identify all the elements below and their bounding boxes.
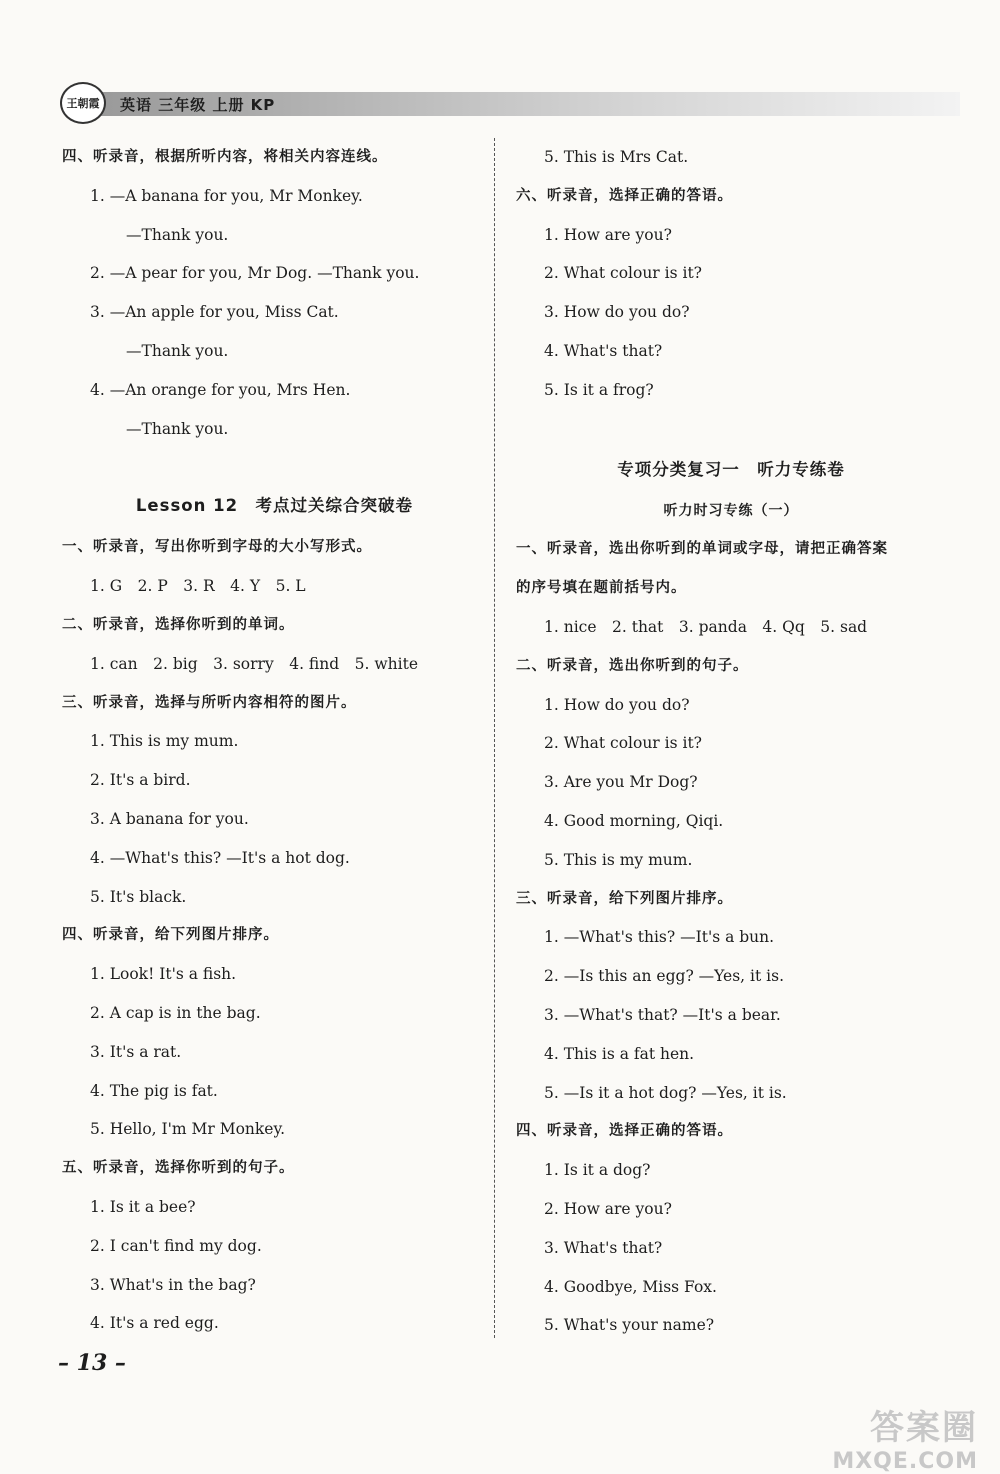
page-number: – 13 –	[58, 1350, 126, 1376]
section-heading: 四、听录音，给下列图片排序。	[62, 927, 279, 944]
section-heading: 六、听录音，选择正确的答语。	[516, 187, 733, 204]
list-item: 3. How do you do?	[544, 303, 690, 322]
list-item: 2. What colour is it?	[544, 734, 702, 753]
section-heading: 四、听录音，选择正确的答语。	[516, 1123, 733, 1140]
page-header	[60, 82, 960, 122]
list-item: 1. How do you do?	[544, 695, 690, 714]
list-item: 4. It's a red egg.	[90, 1314, 219, 1333]
list-item: 4. Goodbye, Miss Fox.	[544, 1277, 717, 1296]
left-column	[62, 138, 487, 1343]
list-item: 3. —An apple for you, Miss Cat.	[90, 303, 339, 322]
list-item: 1. Is it a bee?	[90, 1197, 196, 1216]
list-item: 1. —What's this? —It's a bun.	[544, 928, 775, 947]
list-item: 5. This is Mrs Cat.	[544, 148, 689, 166]
list-item-reply: —Thank you.	[126, 419, 229, 438]
list-item: 3. It's a rat.	[90, 1042, 182, 1061]
list-item: 1. How are you?	[544, 225, 672, 244]
spacer	[516, 410, 946, 448]
list-item: 2. It's a bird.	[90, 771, 191, 790]
list-item: 1. nice 2. that 3. panda 4. Qq 5. sad	[544, 617, 868, 636]
list-item-reply: —Thank you.	[126, 341, 229, 360]
list-item: 3. —What's that? —It's a bear.	[544, 1005, 781, 1024]
book-title: 英语 三年级 上册 KP	[120, 96, 276, 114]
paper-title: Lesson 12 考点过关综合突破卷	[135, 496, 414, 516]
section-heading: 一、听录音，写出你听到字母的大小写形式。	[62, 539, 372, 556]
list-item: 4. What's that?	[544, 341, 663, 360]
spacer	[62, 448, 487, 484]
list-item: 4. Good morning, Qiqi.	[544, 811, 724, 830]
list-item: 3. What's that?	[544, 1238, 663, 1257]
brand-logo	[60, 82, 106, 124]
list-item: 5. It's black.	[90, 887, 187, 906]
list-item: 2. A cap is in the bag.	[90, 1003, 261, 1022]
watermark-url: MXQE.COM	[832, 1449, 978, 1474]
list-item: 2. —Is this an egg? —Yes, it is.	[544, 967, 784, 986]
list-item: 1. G 2. P 3. R 4. Y 5. L	[90, 577, 306, 596]
list-item: 5. What's your name?	[544, 1316, 715, 1335]
list-item: 3. A banana for you.	[90, 809, 249, 828]
list-item-reply: —Thank you.	[126, 225, 229, 244]
list-item: 5. —Is it a hot dog? —Yes, it is.	[544, 1083, 787, 1102]
section-heading: 五、听录音，选择你听到的句子。	[62, 1160, 295, 1177]
list-item: 4. The pig is fat.	[90, 1081, 218, 1100]
list-item: 1. Is it a dog?	[544, 1161, 651, 1180]
list-item: 1. Look! It's a fish.	[90, 965, 237, 984]
list-item: 2. —A pear for you, Mr Dog. —Thank you.	[90, 264, 420, 283]
list-item: 1. This is my mum.	[90, 732, 239, 751]
section-heading: 二、听录音，选择你听到的单词。	[62, 616, 295, 633]
list-item: 2. I can't find my dog.	[90, 1236, 262, 1255]
watermark	[832, 1400, 978, 1474]
paper-subtitle: 听力时习专练（一）	[663, 502, 799, 519]
list-item: 4. This is a fat hen.	[544, 1044, 695, 1063]
list-item: 1. can 2. big 3. sorry 4. find 5. white	[90, 654, 418, 673]
section-heading: 三、听录音，选择与所听内容相符的图片。	[62, 694, 357, 711]
list-item: 2. What colour is it?	[544, 264, 702, 283]
right-column	[516, 138, 946, 1345]
brand-logo-text: 王朝霞	[66, 97, 100, 110]
list-item: 5. Hello, I'm Mr Monkey.	[90, 1120, 286, 1139]
list-item: 4. —What's this? —It's a hot dog.	[90, 848, 350, 867]
section-heading: 二、听录音，选出你听到的句子。	[516, 657, 749, 674]
watermark-main: 答案圈	[870, 1408, 978, 1448]
paper-title: 专项分类复习一 听力专练卷	[617, 459, 845, 479]
section-heading: 的序号填在题前括号内。	[516, 580, 687, 597]
list-item: 5. This is my mum.	[544, 850, 693, 869]
column-divider	[494, 138, 495, 1338]
list-item: 3. What's in the bag?	[90, 1275, 256, 1294]
section-heading: 四、听录音，根据所听内容，将相关内容连线。	[62, 149, 388, 165]
section-heading: 三、听录音，给下列图片排序。	[516, 890, 733, 907]
list-item: 3. Are you Mr Dog?	[544, 773, 698, 792]
list-item: 2. How are you?	[544, 1199, 672, 1218]
section-heading: 一、听录音，选出你听到的单词或字母，请把正确答案	[516, 541, 888, 558]
list-item: 1. —A banana for you, Mr Monkey.	[90, 186, 363, 205]
list-item: 4. —An orange for you, Mrs Hen.	[90, 380, 351, 399]
list-item: 5. Is it a frog?	[544, 380, 654, 399]
